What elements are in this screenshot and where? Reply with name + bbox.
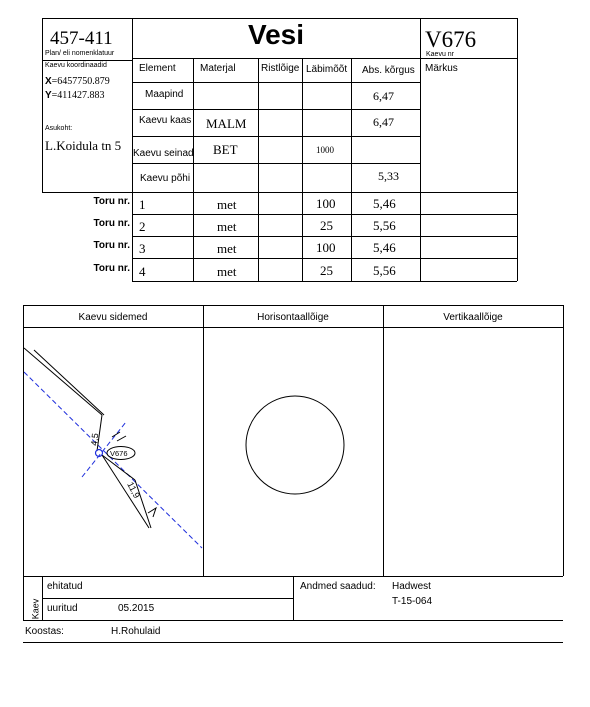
pipe-label: Toru nr. xyxy=(93,263,130,274)
col-header-material: Materjal xyxy=(200,63,236,74)
dimension-label-a: 4,5 xyxy=(89,432,101,447)
dimension-label-b: 11,9 xyxy=(125,480,142,500)
pipe-material: met xyxy=(217,197,237,212)
pipe-material: met xyxy=(217,264,237,279)
row-diameter-value: 1000 xyxy=(316,145,334,155)
well-number-caption: Kaevu nr xyxy=(426,51,455,58)
pipe-number: 2 xyxy=(139,219,146,234)
row-element-label: Kaevu seinad xyxy=(133,148,194,159)
surveyed-date: 05.2015 xyxy=(118,603,155,614)
coords-caption: Kaevu koordinaadid xyxy=(45,62,107,69)
data-from-code: T-15-064 xyxy=(392,596,433,607)
row-material-value: BET xyxy=(213,142,238,157)
plan-number: 457-411 xyxy=(50,28,113,49)
horizontal-section-drawing xyxy=(204,328,383,576)
author-value: H.Rohulaid xyxy=(111,626,161,637)
small-triangle-marker xyxy=(148,508,156,517)
col-header-cross-section: Ristlõige xyxy=(261,63,300,74)
pipe-material: met xyxy=(217,219,237,234)
pipe-number: 4 xyxy=(139,264,146,279)
connections-sketch xyxy=(24,328,203,576)
black-network-lines xyxy=(24,348,151,528)
pipe-height: 5,56 xyxy=(373,218,396,233)
pipe-height: 5,46 xyxy=(373,240,396,255)
pipe-number: 1 xyxy=(139,197,146,212)
surveyed-label: uuritud xyxy=(47,603,78,614)
row-element-label: Kaevu kaas xyxy=(139,115,192,126)
well-label: V676 xyxy=(110,449,128,458)
pipe-diameter: 25 xyxy=(320,218,333,233)
row-height-value: 6,47 xyxy=(373,115,394,129)
y-coordinate: Y=411427.883 xyxy=(45,90,105,101)
author-label: Koostas: xyxy=(25,626,64,637)
row-element-label: Maapind xyxy=(145,89,184,100)
pipe-label: Toru nr. xyxy=(93,218,130,229)
pipe-diameter: 100 xyxy=(316,196,336,211)
col-header-element: Element xyxy=(139,63,176,74)
data-from-label: Andmed saadud: xyxy=(300,581,376,592)
pipe-height: 5,46 xyxy=(373,196,396,211)
pipe-label: Toru nr. xyxy=(93,240,130,251)
row-height-value: 5,33 xyxy=(378,169,399,183)
blue-pipe-lines xyxy=(24,372,202,548)
location-caption: Asukoht: xyxy=(45,125,73,132)
col-header-diameter: Läbimõõt xyxy=(306,64,348,75)
row-material-value: MALM xyxy=(206,116,247,131)
location-value: L.Koidula tn 5 xyxy=(45,138,122,153)
x-coordinate: X=6457750.879 xyxy=(45,76,110,87)
pipe-diameter: 100 xyxy=(316,240,336,255)
col-header-remarks: Märkus xyxy=(425,63,458,74)
row-height-value: 6,47 xyxy=(373,89,394,103)
panel-title-horizontal: Horisontaallõige xyxy=(257,312,329,323)
col-header-abs-height: Abs. kõrgus xyxy=(362,65,415,76)
side-label: Kaev xyxy=(30,598,41,620)
plan-number-caption: Plan/ eli nomenklatuur xyxy=(45,50,115,57)
data-from-value: Hadwest xyxy=(392,581,431,592)
pipe-material: met xyxy=(217,241,237,256)
pipe-number: 3 xyxy=(139,241,146,256)
well-number: V676 xyxy=(425,27,477,52)
panel-title-vertical: Vertikaallõige xyxy=(443,312,503,323)
page-title: Vesi xyxy=(247,19,305,50)
row-element-label: Kaevu põhi xyxy=(140,173,191,184)
panel-title-connections: Kaevu sidemed xyxy=(78,312,148,323)
pipe-label: Toru nr. xyxy=(93,196,130,207)
pipe-height: 5,56 xyxy=(373,263,396,278)
pipe-diameter: 25 xyxy=(320,263,333,278)
well-cross-section-circle xyxy=(246,396,344,494)
built-label: ehitatud xyxy=(47,581,83,592)
